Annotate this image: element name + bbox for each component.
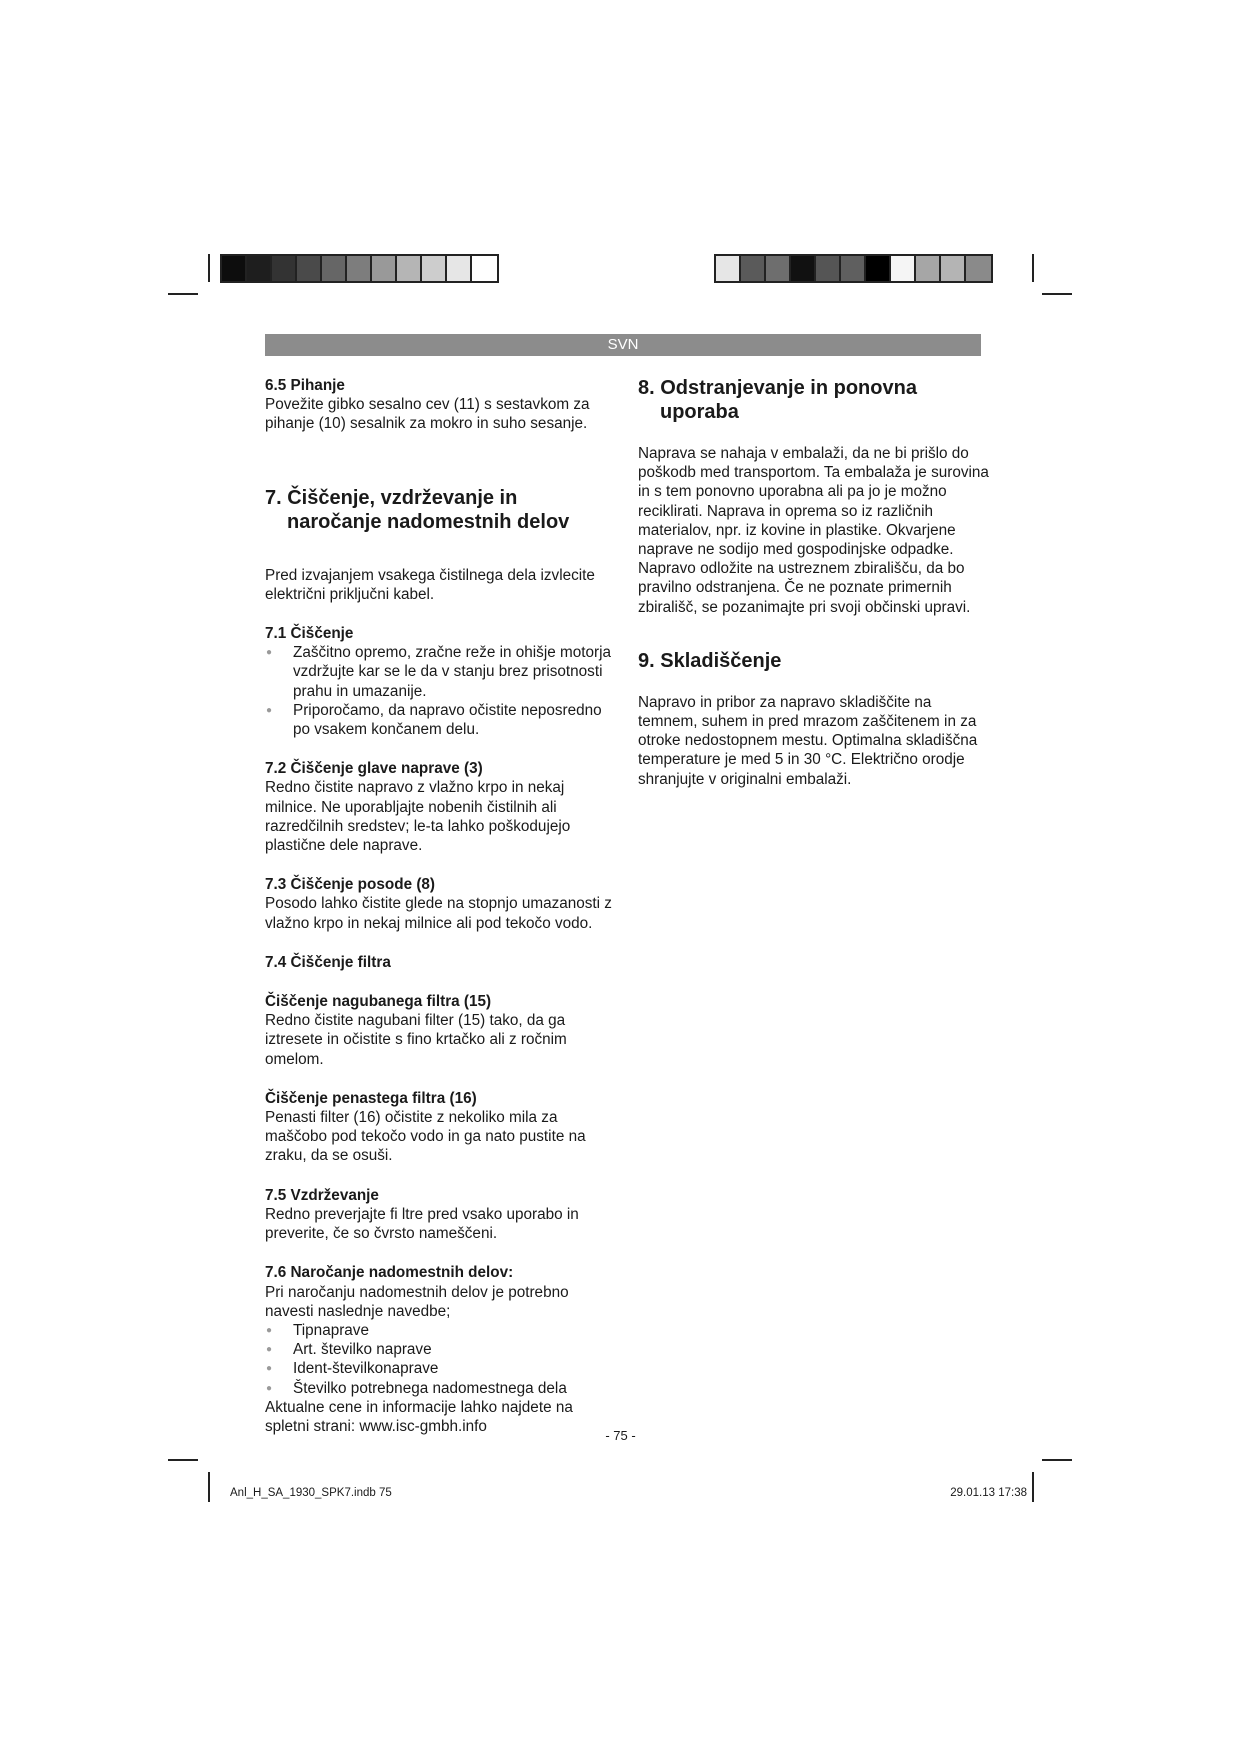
page-number: - 75 - <box>605 1428 636 1443</box>
crop-mark-bottom-right-h <box>1042 1459 1072 1461</box>
section-7-title: 7. Čiščenje, vzdrževanje in naročanje nadomestnih delov <box>265 486 570 533</box>
list-item: ● Številko potrebnega nadomestnega dela <box>265 1379 617 1398</box>
section-7-6-intro: Pri naročanju nadomestnih delov je potrebno navesti naslednje navedbe; <box>265 1283 569 1320</box>
section-7-1-list <box>265 643 617 739</box>
color-swatch <box>841 256 866 281</box>
section-7-6-outro: Aktualne cene in informacije lahko najdete na spletni strani: www.isc-gmbh.info <box>265 1398 573 1435</box>
section-9-body: Napravo in pribor za napravo skladiščite na temnem, suhem in pred mrazom zaščitenem in za otroke nedostopnem mestu. Optimalna skladiščna temperature je med 5 in 30 °C. Električno orodje shranjujte v originalni embalaži. <box>638 693 978 788</box>
color-swatch <box>222 256 247 281</box>
crop-mark-bottom-left-h <box>168 1459 198 1461</box>
color-swatch <box>941 256 966 281</box>
section-7-4-heading: 7.4 Čiščenje filtra <box>265 953 391 971</box>
color-swatch <box>741 256 766 281</box>
pleated-filter-body: Redno čistite nagubani filter (15) tako, da ga iztresete in očistite s fino krtačko ali z ročnim omelom. <box>265 1012 567 1068</box>
section-8-title: 8. Odstranjevanje in ponovna uporaba <box>638 377 917 423</box>
color-swatch <box>866 256 891 281</box>
section-7-6-heading: 7.6 Naročanje nadomestnih delov: <box>265 1264 514 1282</box>
color-swatch <box>791 256 816 281</box>
footer-timestamp: 29.01.13 17:38 <box>950 1487 1027 1499</box>
list-item: ● Art. številko naprave <box>265 1340 617 1359</box>
language-label: SVN <box>607 336 639 353</box>
section-7-6-list <box>265 1321 617 1398</box>
list-item: ● Zaščitno opremo, zračne reže in ohišje motorja vzdržujte kar se le da v stanju brez prisotnosti prahu in umazanije. <box>265 643 617 701</box>
crop-mark-bottom-left <box>208 1472 210 1502</box>
section-7-intro: Pred izvajanjem vsakega čistilnega dela izvlecite električni priključni kabel. <box>265 566 595 603</box>
list-item: ● Tipnaprave <box>265 1321 617 1340</box>
foam-filter-body: Penasti filter (16) očistite z nekoliko mila za maščobo pod tekočo vodo in ga nato pustite na zraku, da se osuši. <box>265 1109 586 1165</box>
pleated-filter-heading: Čiščenje nagubanega filtra (15) <box>265 993 492 1011</box>
color-swatch <box>766 256 791 281</box>
color-calibration-bar-left <box>220 254 499 283</box>
section-8-body: Naprava se nahaja v embalaži, da ne bi prišlo do poškodb med transportom. Ta embalaža je surovina in s tem ponovno uporabna ali pa jo je možno reciklirati. Naprava in oprema so iz različnih materialov, npr. iz kovine in plastike. Okvarjene naprave ne sodijo med gospodinjske odpadke. Napravo odložite na ustreznem zbirališču, da bo pravilno odstranjena. Če ne poznate primernih zbirališč, se pozanimajte pri svoji občinski upravi. <box>638 445 989 616</box>
crop-mark-bottom-right <box>1032 1472 1034 1502</box>
color-swatch <box>272 256 297 281</box>
crop-mark-top-left-h <box>168 293 198 295</box>
color-swatch <box>422 256 447 281</box>
list-item: ● Ident-številkonaprave <box>265 1359 617 1378</box>
color-swatch <box>372 256 397 281</box>
section-7-2-heading: 7.2 Čiščenje glave naprave (3) <box>265 760 483 778</box>
section-7-3-body: Posodo lahko čistite glede na stopnjo umazanosti z vlažno krpo in nekaj milnice ali pod tekočo vodo. <box>265 895 612 932</box>
color-swatch <box>247 256 272 281</box>
crop-mark-top-right-h <box>1042 293 1072 295</box>
section-6-5-heading: 6.5 Pihanje <box>265 377 345 394</box>
footer-file-name: Anl_H_SA_1930_SPK7.indb 75 <box>230 1487 392 1499</box>
color-swatch <box>322 256 347 281</box>
color-swatch <box>397 256 422 281</box>
color-swatch <box>447 256 472 281</box>
color-swatch <box>716 256 741 281</box>
language-header-band <box>265 334 981 356</box>
section-7-3-heading: 7.3 Čiščenje posode (8) <box>265 876 436 894</box>
section-7-5-body: Redno preverjajte fi ltre pred vsako uporabo in preverite, če so čvrsto nameščeni. <box>265 1205 579 1243</box>
section-6-5-body: Povežite gibko sesalno cev (11) s sestavkom za pihanje (10) sesalnik za mokro in suho sesanje. <box>265 396 590 433</box>
crop-mark-top-right <box>1032 254 1034 282</box>
right-column <box>638 376 990 789</box>
section-9-title: 9. Skladiščenje <box>638 649 782 672</box>
color-calibration-bar-right <box>714 254 993 283</box>
color-swatch <box>891 256 916 281</box>
color-swatch <box>966 256 991 281</box>
color-swatch <box>916 256 941 281</box>
left-column <box>265 376 617 1436</box>
color-swatch <box>347 256 372 281</box>
crop-mark-top-left <box>208 254 210 282</box>
color-swatch <box>297 256 322 281</box>
color-swatch <box>816 256 841 281</box>
list-item: ● Priporočamo, da napravo očistite neposredno po vsakem končanem delu. <box>265 701 617 739</box>
foam-filter-heading: Čiščenje penastega filtra (16) <box>265 1089 477 1107</box>
color-swatch <box>472 256 497 281</box>
section-7-1-heading: 7.1 Čiščenje <box>265 625 354 643</box>
section-7-5-heading: 7.5 Vzdrževanje <box>265 1186 379 1204</box>
section-7-2-body: Redno čistite napravo z vlažno krpo in nekaj milnice. Ne uporabljajte nobenih čistilnih ali razredčilnih sredstev; le-ta lahko poškodujejo plastične dele naprave. <box>265 779 571 855</box>
